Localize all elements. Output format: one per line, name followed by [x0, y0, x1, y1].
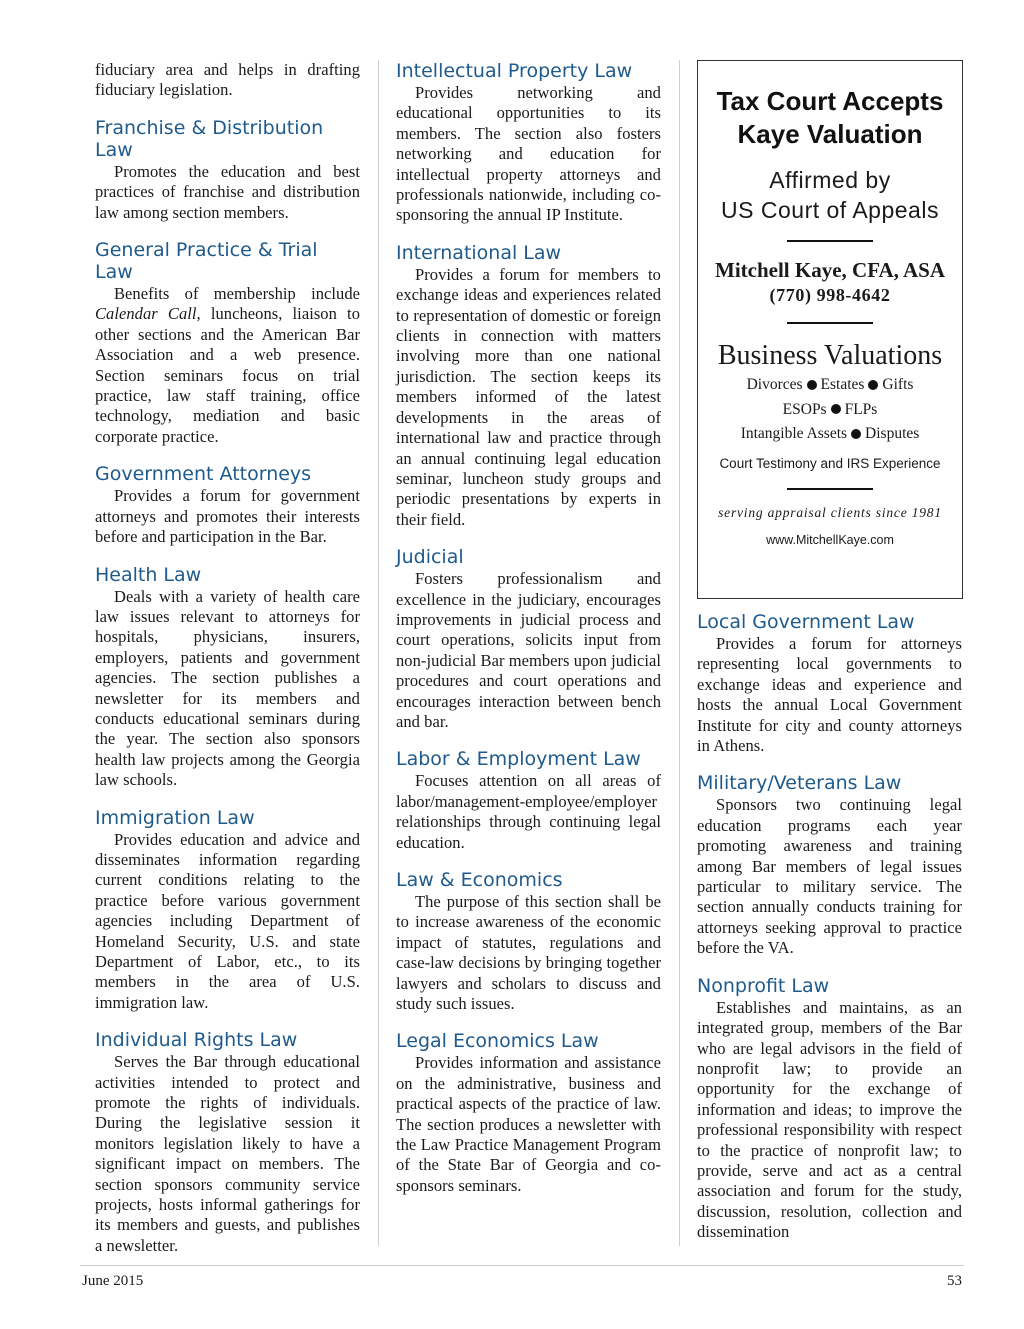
section-body: Provides education and advice and disseminates information regarding current conditions relating to the practice before various government agencies including Department of Homeland Security, U.S. and state Department of Labor, etc., to its members in the area of U.S. immigration law. — [95, 829, 360, 1012]
ad-services-line — [698, 398, 962, 423]
section-health-law — [95, 564, 360, 791]
ad-headline: Kaye Valuation — [737, 119, 923, 149]
section-law-economics — [396, 869, 661, 1014]
section-body: Provides a forum for attorneys representing local governments to exchange ideas and experience and hosts the annual Local Government Institute for city and county attorneys in Athens. — [697, 634, 962, 756]
section-military-veterans — [697, 772, 962, 958]
section-heading: Individual Rights Law — [95, 1029, 298, 1052]
ad-service-title: Business Valuations — [717, 340, 943, 371]
continued-section — [95, 60, 360, 101]
section-body — [95, 284, 360, 447]
footer-divider — [80, 1265, 964, 1266]
section-body: Provides a forum for government attorneys and promotes their interests before and participation in the Bar. — [95, 486, 360, 547]
section-body: Provides networking and educational opportunities to its members. The section also fosters networking and education for intellectual property attorneys and professionals nationwide, including co-sponsoring the annual IP Institute. — [396, 83, 661, 225]
advertisement-box — [697, 60, 963, 599]
section-immigration-law — [95, 807, 360, 1014]
bullet-icon — [851, 429, 861, 439]
ad-subheadline-line: Affirmed by — [769, 167, 891, 193]
section-heading: Judicial — [396, 546, 464, 569]
section-body: Provides a forum for members to exchange ideas and experiences related to representation of domestic or foreign clients in connection with matters involving more than one national jurisdiction. The section keeps its members informed of the latest developments in the areas of international law and practice through an annual continuing legal education seminar, luncheon study groups and periodic presentations by experts in their field. — [396, 264, 661, 529]
section-intellectual-property — [396, 60, 661, 226]
section-body: Focuses attention on all areas of labor/management-employee/employer relationships through continuing legal education. — [396, 771, 661, 852]
section-government-attorneys — [95, 463, 360, 547]
section-body: Sponsors two continuing legal education programs each year promoting awareness and training among Bar members of legal issues particular to military service. The section annually conducts training for attorneys seeking approval to practice before the VA. — [697, 795, 962, 958]
ad-headline: Tax Court Accepts — [716, 86, 944, 116]
page-number: 53 — [947, 1273, 962, 1289]
section-general-practice — [95, 239, 360, 447]
ad-divider — [787, 488, 873, 490]
service-item: FLPs — [844, 400, 878, 418]
column-divider — [378, 60, 379, 1246]
ad-phone: (770) 998-4642 — [769, 285, 891, 305]
section-body: Deals with a variety of health care law issues relevant to attorneys for hospitals, physicians, insurers, employers, patients and government agencies. The section publishes a newsletter for its members and conducts educational seminars during the year. The section also sponsors health law projects among the Georgia law schools. — [95, 586, 360, 790]
service-item: Gifts — [882, 376, 914, 393]
section-international-law — [396, 242, 661, 530]
section-heading: Local Government Law — [697, 611, 915, 633]
ad-services-line — [698, 422, 962, 447]
ad-court-testimony: Court Testimony and IRS Experience — [719, 455, 941, 471]
section-heading: Nonprofit Law — [697, 974, 830, 997]
section-heading: General Practice & Trial Law — [95, 239, 318, 284]
bullet-icon — [831, 404, 841, 414]
section-heading: Franchise & Distribution Law — [95, 116, 324, 161]
section-body: Establishes and maintains, as an integrated group, members of the Bar who are legal advisors in the field of nonprofit law; to provide an opportunity for the exchange of information and ideas; to improve the professional responsibility with respect to the practice of nonprofit law; to provide, serve and act as a central association and forum for the study, discussion, resolution, collection and dissemination — [697, 997, 962, 1242]
section-heading: Intellectual Property Law — [396, 60, 633, 82]
section-body: The purpose of this section shall be to increase awareness of the economic impact of statutes, regulations and case-law decisions by bringing together lawyers and scholars to discuss and study such issues. — [396, 892, 661, 1014]
section-heading: Health Law — [95, 563, 202, 586]
section-heading: Government Attorneys — [95, 463, 312, 486]
ad-divider — [787, 322, 873, 324]
section-labor-employment — [396, 748, 661, 853]
continued-paragraph: fiduciary area and helps in drafting fiduciary legislation. — [95, 60, 360, 100]
ad-contact-name: Mitchell Kaye, CFA, ASA — [715, 258, 945, 282]
body-text: luncheons, liaison to other sections and the American Bar Association and a web presence. Section seminars focus on trial practice, law staff training, office technology, mediation and basic corporate practice. — [95, 304, 360, 446]
section-heading: Military/Veterans Law — [697, 772, 902, 795]
ad-subheadline-line: US Court of Appeals — [721, 197, 939, 223]
ad-website-link[interactable]: www.MitchellKaye.com — [766, 532, 894, 547]
column-divider — [679, 60, 680, 1246]
section-body: Promotes the education and best practices of franchise and distribution law among section members. — [95, 161, 360, 222]
section-body: Serves the Bar through educational activities intended to protect and promote the rights of individuals. During the legislative session it monitors legislation likely to have a significant impact on members. The section sponsors community service projects, hosts informal gatherings for its members and guests, and publishes a newsletter. — [95, 1052, 360, 1255]
calendar-call-title: Calendar Call, — [95, 304, 201, 324]
ad-divider — [787, 240, 873, 242]
column-2 — [396, 60, 661, 1212]
section-individual-rights — [95, 1029, 360, 1256]
section-franchise-distribution — [95, 117, 360, 223]
section-heading: International Law — [396, 241, 562, 264]
section-heading: Law & Economics — [396, 869, 563, 891]
section-body: Fosters professionalism and excellence in the judiciary, encourages improvements in judicial process and court operations, solicits input from non-judicial Bar members upon judicial procedures and court operations and encourages interaction between bench and bar. — [396, 569, 661, 731]
section-heading: Immigration Law — [95, 806, 255, 829]
bullet-icon — [807, 380, 817, 390]
ad-services-line — [698, 373, 962, 398]
ad-subheadline — [698, 165, 962, 225]
ad-tagline: serving appraisal clients since 1981 — [718, 504, 942, 520]
section-local-government — [697, 611, 962, 756]
column-1 — [95, 60, 360, 1272]
service-item: Estates — [820, 376, 865, 393]
section-nonprofit — [697, 975, 962, 1243]
section-heading: Legal Economics Law — [396, 1030, 599, 1053]
service-item: Divorces — [746, 376, 803, 393]
section-legal-economics — [396, 1030, 661, 1196]
service-item: Intangible Assets — [740, 425, 848, 442]
section-heading: Labor & Employment Law — [396, 748, 641, 771]
column-3 — [697, 60, 962, 1259]
service-item: ESOPs — [782, 400, 827, 418]
bullet-icon — [868, 380, 878, 390]
body-text: Benefits of membership include — [114, 284, 360, 304]
footer-date: June 2015 — [82, 1273, 144, 1289]
section-judicial — [396, 546, 661, 732]
section-body: Provides information and assistance on the administrative, business and practical aspects of the practice of law. The section produces a newsletter with the Law Practice Management Program of the State Bar of Georgia and co-sponsors seminars. — [396, 1053, 661, 1195]
service-item: Disputes — [865, 425, 920, 442]
